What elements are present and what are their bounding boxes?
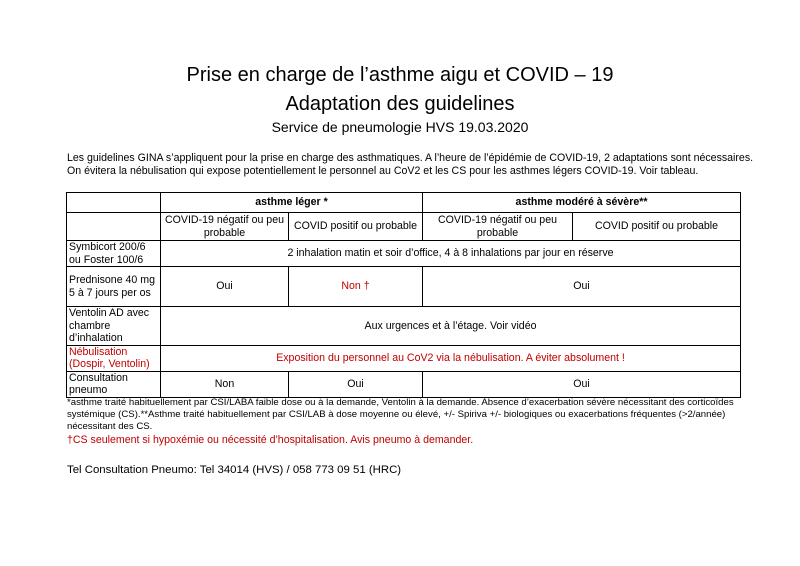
row-label-symbicort: Symbicort 200/6 ou Foster 100/6 [67, 241, 161, 267]
row-label-prednisone: Prednisone 40 mg 5 à 7 jours per os [67, 267, 161, 307]
row-label-nebulisation: Nébulisation (Dospir, Ventolin) [67, 345, 161, 371]
table-row [67, 213, 741, 241]
cell-prednisone-severe: Oui [423, 267, 741, 307]
page-subtitle: Service de pneumologie HVS 19.03.2020 [271, 119, 529, 135]
cell-prednisone-leger-negatif: Oui [161, 267, 289, 307]
contact-phone: Tel Consultation Pneumo: Tel 34014 (HVS) / 058 773 09 51 (HRC) [67, 464, 402, 476]
cell-prednisone-leger-positif: Non † [289, 267, 423, 307]
header-asthme-severe: asthme modéré à sévère** [423, 193, 741, 213]
subheader-covid-positif: COVID positif ou probable [573, 213, 741, 241]
table-row [67, 267, 741, 307]
intro-line: On évitera la nébulisation qui expose potentiellement le personnel au CoV2 et les CS pour les asthmes légers COVID-19. Voir tableau. [67, 165, 699, 177]
subheader-covid-positif: COVID positif ou probable [289, 213, 423, 241]
table-row [67, 345, 741, 371]
cell-consultation-leger-positif: Oui [289, 371, 423, 397]
table-row [67, 193, 741, 213]
table-row [67, 241, 741, 267]
cell-nebulisation: Exposition du personnel au CoV2 via la nébulisation. A éviter absolument ! [161, 345, 741, 371]
table-empty-cell [67, 213, 161, 241]
subheader-covid-negatif: COVID-19 négatif ou peu probable [423, 213, 573, 241]
subheader-covid-negatif: COVID-19 négatif ou peu probable [161, 213, 289, 241]
cell-consultation-leger-negatif: Non [161, 371, 289, 397]
treatment-table [66, 192, 741, 398]
table-row [67, 371, 741, 397]
header-asthme-leger: asthme léger * [161, 193, 423, 213]
footnote-asterisks: *asthme traité habituellement par CSI/LABA faible dose ou à la demande, Ventolin à la demande. Absence d’exacerbation sévère nécessitant des corticoïdes systémique (CS).**Asthme traité habituellement par CSI/LAB à dose moyenne ou élevé, +/- Spiriva +/- biologiques ou exacerbations fréquentes (>2/année) nécessitant des CS. [67, 397, 734, 432]
page-title: Prise en charge de l’asthme aigu et COVID – 19 [186, 64, 614, 86]
intro-line: Les guidelines GINA s’appliquent pour la prise en charge des asthmatiques. A l’heure de l’épidémie de COVID-19, 2 adaptations sont nécessaires. [67, 152, 754, 164]
page-title-secondary: Adaptation des guidelines [285, 93, 515, 115]
cell-consultation-severe: Oui [423, 371, 741, 397]
row-label-consultation: Consultation pneumo [67, 371, 161, 397]
cell-ventolin: Aux urgences et à l’étage. Voir vidéo [161, 307, 741, 346]
cell-symbicort: 2 inhalation matin et soir d’office, 4 à 8 inhalations par jour en réserve [161, 241, 741, 267]
intro-paragraph [67, 152, 767, 178]
table-row [67, 307, 741, 346]
row-label-ventolin: Ventolin AD avec chambre d’inhalation [67, 307, 161, 346]
table-corner-cell [67, 193, 161, 213]
footnote-dagger: †CS seulement si hypoxémie ou nécessité d’hospitalisation. Avis pneumo à demander. [67, 434, 474, 446]
